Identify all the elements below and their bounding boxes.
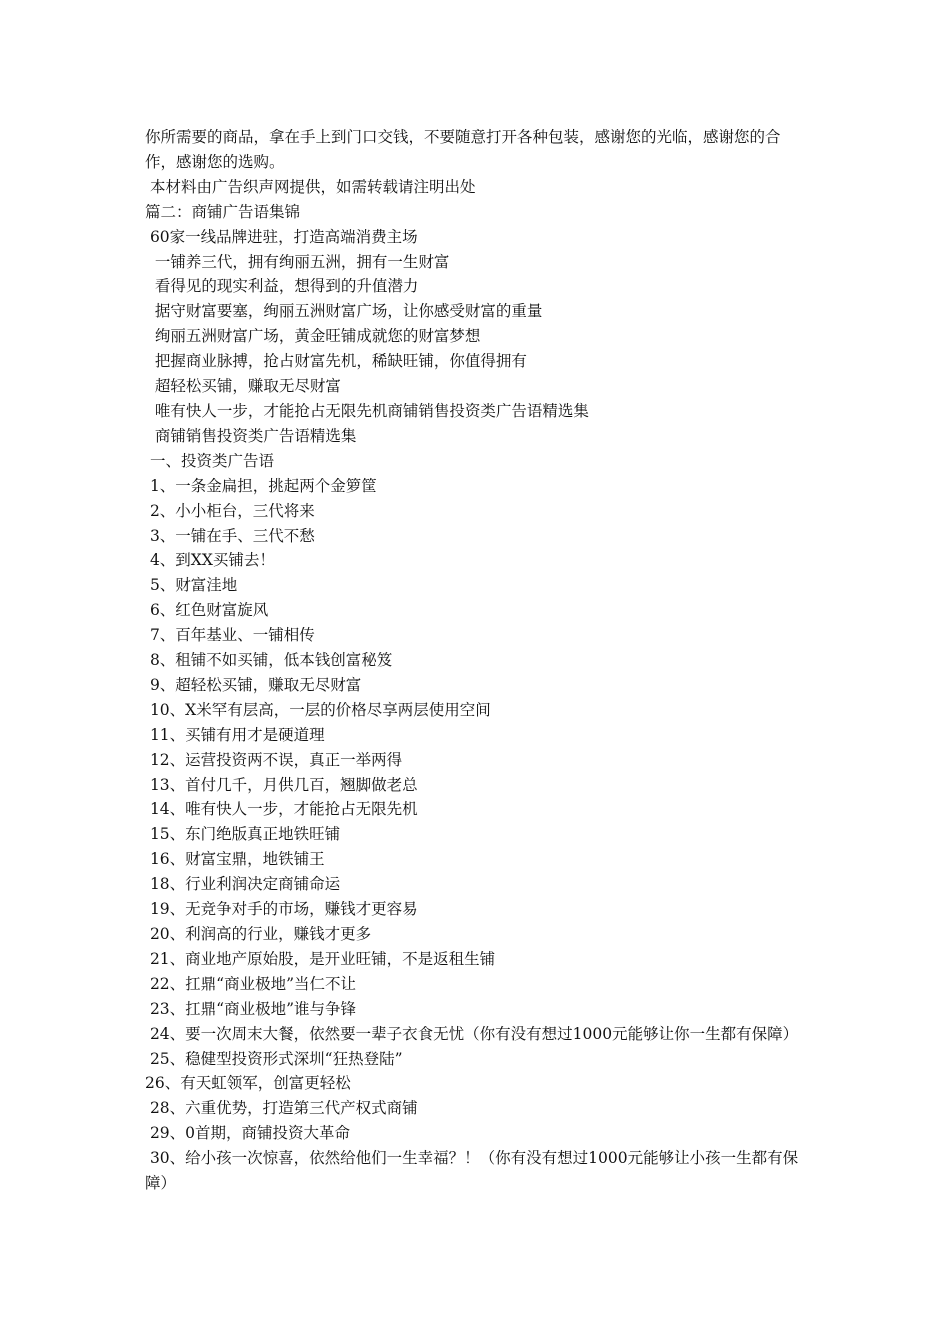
list-item: 21、商业地产原始股，是开业旺铺，不是返租生铺	[145, 949, 496, 968]
slogan-list	[145, 225, 810, 449]
list-item: 23、扛鼎“商业极地”谁与争锋	[145, 999, 357, 1018]
slogan-line: 一铺养三代，拥有绚丽五洲，拥有一生财富	[145, 252, 450, 271]
section-heading: 篇二：商铺广告语集锦	[145, 202, 301, 221]
list-item: 20、利润高的行业，赚钱才更多	[145, 925, 372, 943]
list-item: 24、要一次周末大餐，依然要一辈子衣食无忧（你有没有想过1000元能够让你一生都有保障）	[145, 1024, 799, 1043]
list-item: 19、无竞争对手的市场，赚钱才更容易	[145, 900, 418, 919]
list-item: 5、财富洼地	[145, 576, 238, 595]
slogan-line: 商铺销售投资类广告语精选集	[145, 426, 357, 445]
list-item: 22、扛鼎“商业极地”当仁不让	[145, 974, 357, 993]
list-item: 14、唯有快人一步，才能抢占无限先机	[145, 800, 418, 819]
source-note: 本材料由广告织声网提供，如需转载请注明出处	[145, 177, 476, 196]
list-item: 4、到XX买铺去！	[145, 551, 275, 570]
list-item: 2、小小柜台，三代将来	[145, 501, 315, 520]
list-item: 8、租铺不如买铺，低本钱创富秘笈	[145, 651, 393, 670]
slogan-line: 超轻松买铺，赚取无尽财富	[145, 377, 341, 396]
list-item: 7、百年基业、一铺相传	[145, 626, 315, 645]
list-item: 1、一条金扁担，挑起两个金箩筐	[145, 476, 377, 495]
list-item: 6、红色财富旋风	[145, 601, 269, 620]
list-item: 15、东门绝版真正地铁旺铺	[145, 825, 341, 844]
list-item: 26、有天虹领军，创富更轻松	[145, 1074, 351, 1093]
list-item: 3、一铺在手、三代不愁	[145, 526, 315, 545]
list-item: 9、超轻松买铺，赚取无尽财富	[145, 675, 362, 694]
intro-paragraph: 你所需要的商品，拿在手上到门口交钱，不要随意打开各种包装，感谢您的光临，感谢您的合作，感谢您的选购。	[145, 128, 781, 171]
list-item: 12、运营投资两不误，真正一举两得	[145, 750, 403, 769]
slogan-line: 据守财富要塞，绚丽五洲财富广场，让你感受财富的重量	[145, 302, 543, 321]
list-item: 30、给小孩一次惊喜，依然给他们一生幸福？！（你有没有想过1000元能够让小孩一生都有保障）	[145, 1149, 799, 1193]
list-item: 10、X米罕有层高，一层的价格尽享两层使用空间	[145, 700, 491, 719]
numbered-list	[145, 474, 810, 1196]
slogan-line: 绚丽五洲财富广场，黄金旺铺成就您的财富梦想	[145, 327, 481, 346]
list-item: 18、行业利润决定商铺命运	[145, 875, 341, 894]
list-item: 25、稳健型投资形式深圳“狂热登陆”	[145, 1049, 403, 1068]
list-item: 13、首付几千，月供几百，翘脚做老总	[145, 775, 418, 794]
slogan-line: 把握商业脉搏，抢占财富先机，稀缺旺铺，你值得拥有	[145, 352, 527, 371]
slogan-line: 看得见的现实利益，想得到的升值潜力	[145, 277, 419, 296]
list-item: 16、财富宝鼎，地铁铺王	[145, 850, 325, 869]
list-item: 28、六重优势，打造第三代产权式商铺	[145, 1099, 418, 1118]
slogan-line: 唯有快人一步，才能抢占无限先机商铺销售投资类广告语精选集	[145, 401, 589, 420]
list-heading: 一、投资类广告语	[145, 451, 274, 470]
slogan-line: 60家一线品牌进驻，打造高端消费主场	[145, 227, 418, 246]
document-page	[145, 125, 810, 1196]
list-item: 29、0首期，商铺投资大革命	[145, 1124, 351, 1143]
list-item: 11、买铺有用才是硬道理	[145, 725, 325, 744]
